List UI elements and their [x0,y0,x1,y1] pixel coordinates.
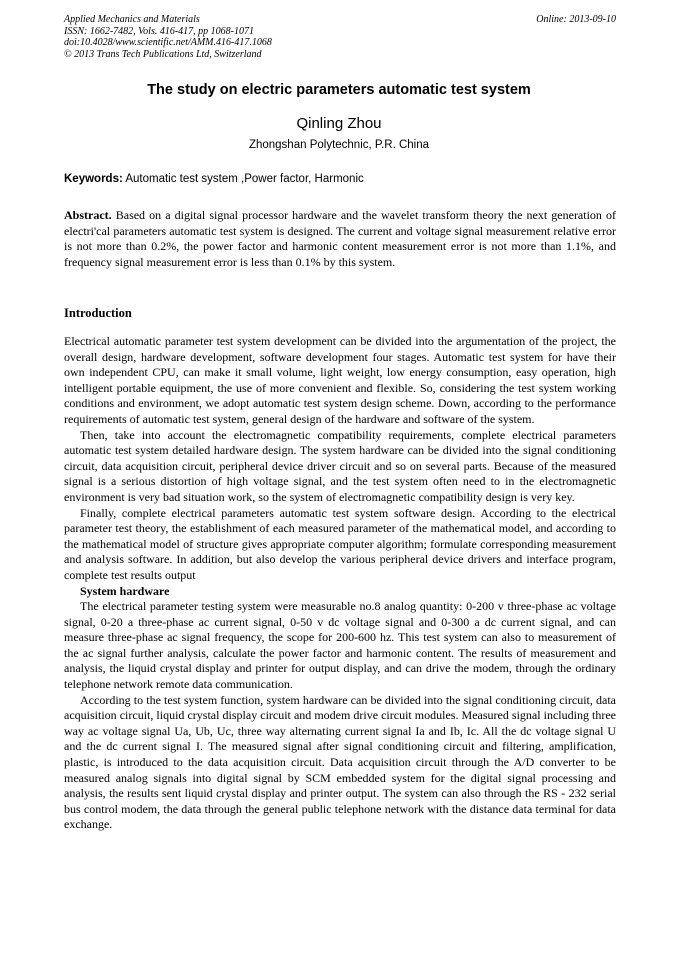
section-heading-introduction: Introduction [64,306,132,320]
keywords [64,173,616,185]
body-text [64,334,616,833]
online-date: Online: 2013-09-10 [536,14,616,25]
affiliation: Zhongshan Polytechnic, P.R. China [248,139,430,151]
intro-paragraph-1: Electrical automatic parameter test system development can be divided into the argumentation of the project, the overall design, hardware development, software development four stages. Automatic test system for have their own independent CPU, can make it small volume, light weight, low energy consumption, easy operation, high intelligent portable equipment, the use of more convenient and flexible. So, considering the test system working conditions and environment, we adopt automatic test system design scheme. Down, according to the performance requirements of automatic test system, general design of the hardware and software of the system. [64,334,616,426]
abstract-label: Abstract. [64,208,112,222]
intro-paragraph-2: Then, take into account the electromagnetic compatibility requirements, complete electrical parameters automatic test system detailed hardware design. The system hardware can be divided into the signal conditioning circuit, data acquisition circuit, peripheral device driver circuit and so on several parts. Because of the measured signal is a serious distortion of high voltage signal, and the test system often need to in the electromagnetic environment is very bad situation work, so the system of electromagnetic compatibility design is very key. [64,427,616,504]
intro-paragraph-3: Finally, complete electrical parameters automatic test system software design. According to the electrical parameter test theory, the establishment of each measured parameter of the mathematical model, and according to the mathematical model of structure gives appropriate computer algorithm; formulate corresponding measurement and analysis software. In addition, but also develop the various peripheral device drivers and interface program, complete test results output [64,505,616,582]
keywords-text: Automatic test system ,Power factor, Harmonic [125,173,364,185]
doi-line: doi:10.4028/www.scientific.net/AMM.416-417.1068 [64,37,272,48]
copyright-line: © 2013 Trans Tech Publications Ltd, Switzerland [64,48,262,60]
abstract [64,208,616,270]
journal-name: Applied Mechanics and Materials [64,14,200,25]
abstract-text: Based on a digital signal processor hardware and the wavelet transform theory the next generation of electri'cal parameters automatic test system is designed. The current and voltage signal measurement relative error is not more than 0.2%, the power factor and harmonic content measurement error is not more than 1.1%, and frequency signal measurement error is less than 0.1% by this system. [64,208,616,269]
keywords-label: Keywords: [64,173,123,185]
issn-line: ISSN: 1662-7482, Vols. 416-417, pp 1068-1071 [64,25,254,37]
hardware-paragraph-1: The electrical parameter testing system were measurable no.8 analog quantity: 0-200 v three-phase ac voltage signal, 0-20 a three-phase ac current signal, 0-50 v dc voltage signal and 0-300 a dc current signal, and can measure three-phase ac signal frequency, the scope for 200-600 hz. This test system can also to measurement of the ac signal further analysis, calculate the power factor and harmonic content. The results of measurement and analysis, the liquid crystal display and printer for output display, and can drive the modem, through the ordinary telephone network remote data communication. [64,599,616,692]
section-heading-system-hardware: System hardware [80,583,170,598]
hardware-paragraph-2: According to the test system function, system hardware can be divided into the signal conditioning circuit, data acquisition circuit, liquid crystal display circuit and modem drive circuit modules. Measured signal including three way ac voltage signal Ua, Ub, Uc, three way alternating current signal Ia and Ib, Ic. All the dc voltage signal U and the dc current signal I. The measured signal after signal conditioning circuit and filtering, amplification, plastic, is introduced to the data acquisition circuit. Data acquisition circuit through the A/D converter to be measured analog signals into digital signal by SCM embedded system for the digital signal processing and analysis, the results sent liquid crystal display and printer output. The system can also through the RS - 232 serial bus control modem, the data through the general public telephone network with the distance data terminal for data exchange. [64,692,616,832]
paper-title: The study on electric parameters automatic test system [147,82,531,98]
journal-header [64,14,616,60]
author-name: Qinling Zhou [296,115,382,132]
